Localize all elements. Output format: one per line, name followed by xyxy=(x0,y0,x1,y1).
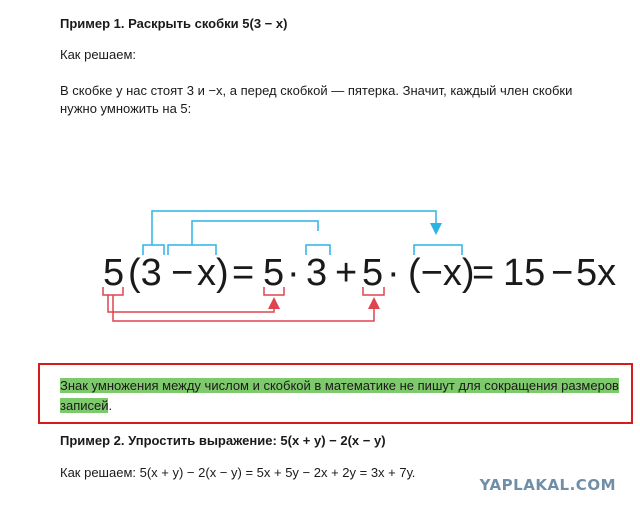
expr-token: = xyxy=(232,252,255,294)
expansion-diagram xyxy=(0,195,640,335)
expr-token: 3 xyxy=(306,252,328,294)
expr-token: 5 xyxy=(103,252,125,294)
expr-token: − xyxy=(171,252,194,294)
expr-token: · xyxy=(287,252,300,294)
expr-token: 5x xyxy=(576,252,617,294)
expr-token: + xyxy=(335,252,358,294)
expression xyxy=(103,252,616,294)
example1-title: Пример 1. Раскрыть скобки 5(3 − х) xyxy=(60,16,288,31)
example1-explanation-line2: нужно умножить на 5: xyxy=(60,101,192,116)
expr-token: (−x) xyxy=(408,252,475,294)
note-tail: . xyxy=(108,398,113,413)
example2-solution: Как решаем: 5(х + у) − 2(х − у) = 5х + 5у − 2х + 2у = 3х + 7у. xyxy=(60,465,416,480)
expr-token: 5 xyxy=(362,252,384,294)
expr-token: 5 xyxy=(263,252,285,294)
blue-connector-long xyxy=(152,211,436,245)
example2-title: Пример 2. Упростить выражение: 5(х + у) − 2(х − у) xyxy=(60,433,386,448)
expr-token: x) xyxy=(197,252,229,294)
expr-token: − xyxy=(551,252,574,294)
blue-connector-short xyxy=(192,221,318,245)
expr-token: 15 xyxy=(503,252,546,294)
note-box xyxy=(38,363,633,424)
expr-token: = xyxy=(472,252,495,294)
red-connector-long xyxy=(113,295,374,321)
example1-how-label: Как решаем: xyxy=(60,47,137,62)
note-text xyxy=(60,376,625,416)
red-connector-short xyxy=(108,295,274,312)
watermark: YAPLAKAL.COM xyxy=(479,476,616,494)
expr-token: · xyxy=(387,252,400,294)
blue-arrows xyxy=(143,211,462,255)
note-highlight: Знак умножения между числом и скобкой в математике не пишут для сокращения размеров записей xyxy=(60,378,619,413)
example1-explanation-line1: В скобке у нас стоят 3 и −х, а перед скобкой — пятерка. Значит, каждый член скобки xyxy=(60,83,573,98)
expr-token: (3 xyxy=(128,252,162,294)
